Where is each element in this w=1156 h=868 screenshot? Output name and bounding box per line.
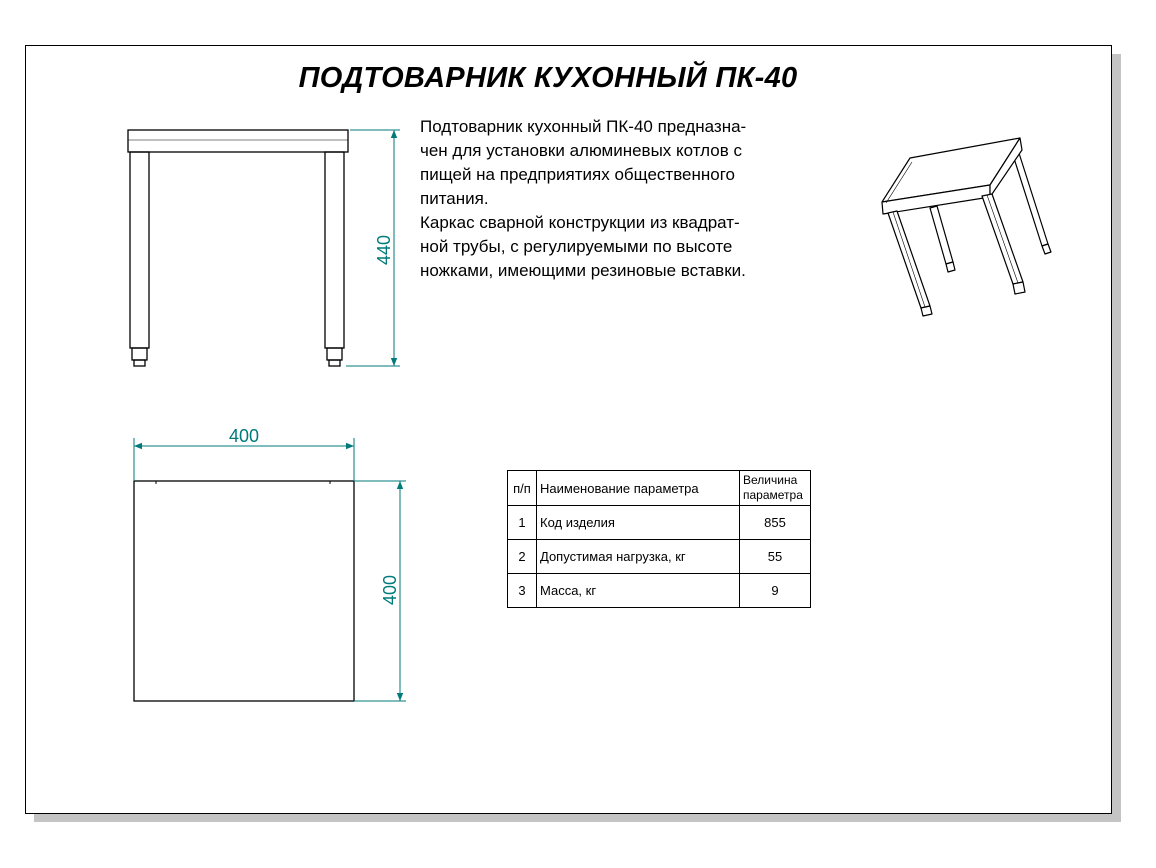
width-dimension-label: 400 — [228, 426, 260, 446]
row-num: 2 — [508, 540, 537, 574]
isometric-view — [882, 138, 1051, 316]
description-line: питания. — [420, 189, 489, 208]
row-num: 1 — [508, 506, 537, 540]
description-line: ножками, имеющими резиновые вставки. — [420, 261, 746, 280]
row-name: Допустимая нагрузка, кг — [537, 540, 740, 574]
header-num: п/п — [508, 471, 537, 506]
height-dimension-label: 440 — [374, 234, 394, 266]
table-row — [508, 540, 811, 574]
description-line: пищей на предприятиях общественного — [420, 165, 736, 184]
front-view — [128, 130, 348, 366]
top-view — [134, 481, 354, 701]
row-value: 55 — [740, 540, 811, 574]
header-value — [740, 471, 811, 506]
header-value-line1: Величина — [743, 473, 798, 487]
header-value-line2: параметра — [743, 488, 803, 502]
row-value: 855 — [740, 506, 811, 540]
drawing-title: ПОДТОВАРНИК КУХОННЫЙ ПК-40 — [298, 62, 798, 94]
row-value: 9 — [740, 574, 811, 608]
table-row — [508, 506, 811, 540]
row-num: 3 — [508, 574, 537, 608]
row-name: Код изделия — [537, 506, 740, 540]
description-line: Подтоварник кухонный ПК-40 предназна- — [420, 117, 747, 136]
description-line: чен для установки алюминевых котлов с — [420, 141, 742, 160]
table-row — [508, 574, 811, 608]
table-header-row — [508, 471, 811, 506]
parameters-table — [507, 470, 811, 608]
header-name: Наименование параметра — [537, 471, 740, 506]
description-line: ной трубы, с регулируемыми по высоте — [420, 237, 733, 256]
row-name: Масса, кг — [537, 574, 740, 608]
description-line: Каркас сварной конструкции из квадрат- — [420, 213, 740, 232]
depth-dimension-label: 400 — [380, 574, 400, 606]
